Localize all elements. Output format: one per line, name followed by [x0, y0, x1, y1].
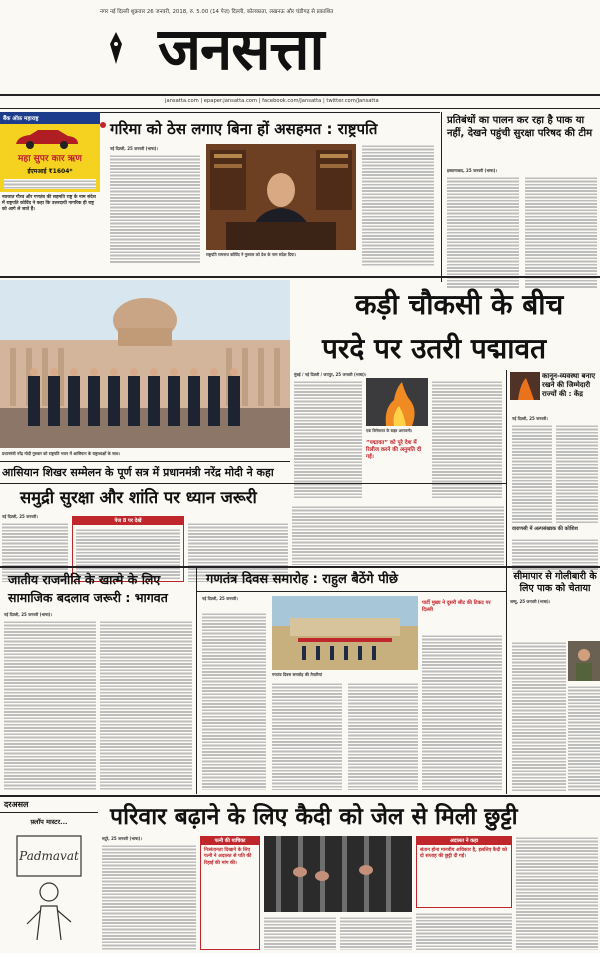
court-text: संतान होना मानवीय अधिकार है, इसलिए कैदी को दो सप्ताह की छुट्टी दी गई। [420, 848, 507, 860]
president-sidebar: नवजात गौरव और गणतंत्र की सहमति राष्ट्र के नाम संदेश में राष्ट्रपति कोविंद ने कहा कि उत्तरदायी नागरिक ही राष्ट्र को आगे ले जाते हैं। [2, 195, 96, 212]
rashtrapati-bhavan-photo [0, 280, 290, 448]
border-story[interactable] [510, 571, 600, 793]
fire-photo [366, 378, 428, 426]
rajpath-photo-caption: गणतंत्र दिवस समारोह की तैयारियां [272, 672, 322, 677]
ad-headline: महा सुपर कार ऋण [18, 154, 82, 164]
republic-day-body [200, 594, 504, 794]
president-caption: राष्ट्रपति रामनाथ कोविंद ने गुरुवार को देश के नाम संदेश दिया। [206, 252, 296, 257]
pen-logo-icon [105, 30, 127, 68]
car-icon [12, 128, 88, 150]
share-icon [100, 122, 106, 128]
asean-photo-caption: प्रधानमंत्री नरेंद्र मोदी गुरुवार को राष्ट्रपति भवन में आसियान के राष्ट्राध्यक्षों के साथ। [2, 451, 120, 456]
cartoon-figure [9, 830, 89, 940]
bank-ad[interactable] [0, 112, 100, 192]
edition-line: नगर नई दिल्ली शुक्रवार 26 जनवरी, 2018, रु. 5.00 (14 पेज) दिल्ली, कोलकाता, लखनऊ और चंडीगढ़ से प्रकाशित [100, 9, 334, 15]
border-photo [568, 641, 600, 681]
bans-story[interactable] [445, 112, 600, 292]
icon-strip [100, 122, 108, 222]
svg-text:Padmavat: Padmavat [19, 849, 79, 863]
ad-bank-name: बैंक ऑफ़ महाराष्ट्र [0, 112, 100, 124]
republic-day-headline[interactable]: गणतंत्र दिवस समारोह : राहुल बैठेंगे पीछे [206, 572, 399, 587]
wife-petition-box [200, 836, 260, 950]
court-box [416, 836, 512, 908]
bhagwat-headline[interactable]: जातीय राजनीति के खात्मे के लिए सामाजिक बदलाव जरूरी : भागवत [8, 572, 168, 605]
law-order-headline[interactable]: कानून-व्यवस्था बनाए रखने की जिम्मेदारी राज्यों की : केंद्र [542, 372, 596, 398]
padmaavat-headline-1[interactable]: कड़ी चौकसी के बीच [355, 288, 564, 321]
border-dateline: जम्मू, 25 जनवरी (भाषा)। [510, 599, 551, 604]
masthead [0, 0, 600, 118]
prisoner-dateline: मदुरै, 25 जनवरी (भाषा)। [102, 836, 142, 841]
varanasi-headline[interactable]: वाराणसी में अल्पसंख्यक की कोशिश [512, 526, 578, 532]
fire-caption: एक सिनेमाघर के बाहर आगजनी। [366, 428, 413, 433]
court-label: अदालत ने कहा [417, 837, 511, 845]
masthead-links[interactable]: jansatta.com | epaper.jansatta.com | facebook.com/Jansatta | twitter.com/Jansatta [165, 98, 379, 104]
darasal-box[interactable] [0, 795, 98, 953]
rajpath-photo [272, 596, 418, 670]
bhagwat-dateline: नई दिल्ली, 25 जनवरी (भाषा)। [4, 612, 53, 617]
darasal-film-label: फ़्लाॅप मास्टर... [30, 818, 68, 826]
asean-index-title: पेज 8 पर देखें [73, 517, 183, 525]
asean-dateline: नई दिल्ली, 25 जनवरी। [2, 514, 38, 519]
padmaavat-headline-2[interactable]: परदे पर उतरी पद्मावत [322, 332, 547, 365]
asean-kicker[interactable]: आसियान शिखर सम्मेलन के पूर्ण सत्र में प्रधानमंत्री नरेंद्र मोदी ने कहा [2, 466, 274, 479]
ad-rate: ईएमआई ₹1604* [27, 168, 73, 175]
bans-dateline: इस्लामाबाद, 25 जनवरी (भाषा)। [447, 168, 497, 173]
masthead-title: जनसत्ता [158, 15, 324, 83]
asean-headline[interactable]: समुद्री सुरक्षा और शांति पर ध्यान जरूरी [20, 488, 257, 507]
prisoner-headline[interactable]: परिवार बढ़ाने के लिए कैदी को जेल से मिली छुट्टी [110, 804, 518, 830]
president-photo [206, 144, 356, 250]
president-dateline: नई दिल्ली, 25 जनवरी (भाषा)। [110, 146, 159, 151]
border-headline[interactable]: सीमापार से गोलीबारी के लिए पाक को चेताया [513, 571, 597, 594]
padmaavat-dateline: मुंबई / नई दिल्ली / जयपुर, 25 जनवरी (भाषा)। [294, 372, 367, 377]
wife-petition-label: पत्नी की याचिका [201, 837, 259, 845]
president-story[interactable] [100, 112, 440, 272]
president-headline[interactable]: गरिमा को ठेस लगाए बिना हों असहमत : राष्ट्रपति [110, 120, 378, 138]
jail-bars-photo [264, 836, 412, 912]
law-order-story[interactable] [510, 372, 600, 572]
pull-quote: “पद्मावत” को पूरे देश में रिलीज करने की अनुमति दी गई। [366, 440, 422, 460]
darasal-label: दरअसल [0, 797, 98, 813]
fire-photo-2 [510, 372, 540, 400]
wife-petition-text: निःसंतानता दिखाने के लिए पत्नी ने अदालत से पति की रिहाई की मांग की। [204, 848, 252, 866]
prisoner-body [100, 836, 600, 952]
law-order-dateline: नई दिल्ली, 25 जनवरी। [512, 416, 548, 421]
republic-day-dateline: नई दिल्ली, 25 जनवरी। [202, 596, 238, 601]
bans-headline[interactable]: प्रतिबंधों का पालन कर रहा है पाक या नहीं, देखने पहुंची सुरक्षा परिषद की टीम [447, 115, 593, 139]
republic-day-photo-label: पार्टी मुख्य ने दूसरी सीट की टिकट पर दिल्ली [422, 600, 491, 613]
